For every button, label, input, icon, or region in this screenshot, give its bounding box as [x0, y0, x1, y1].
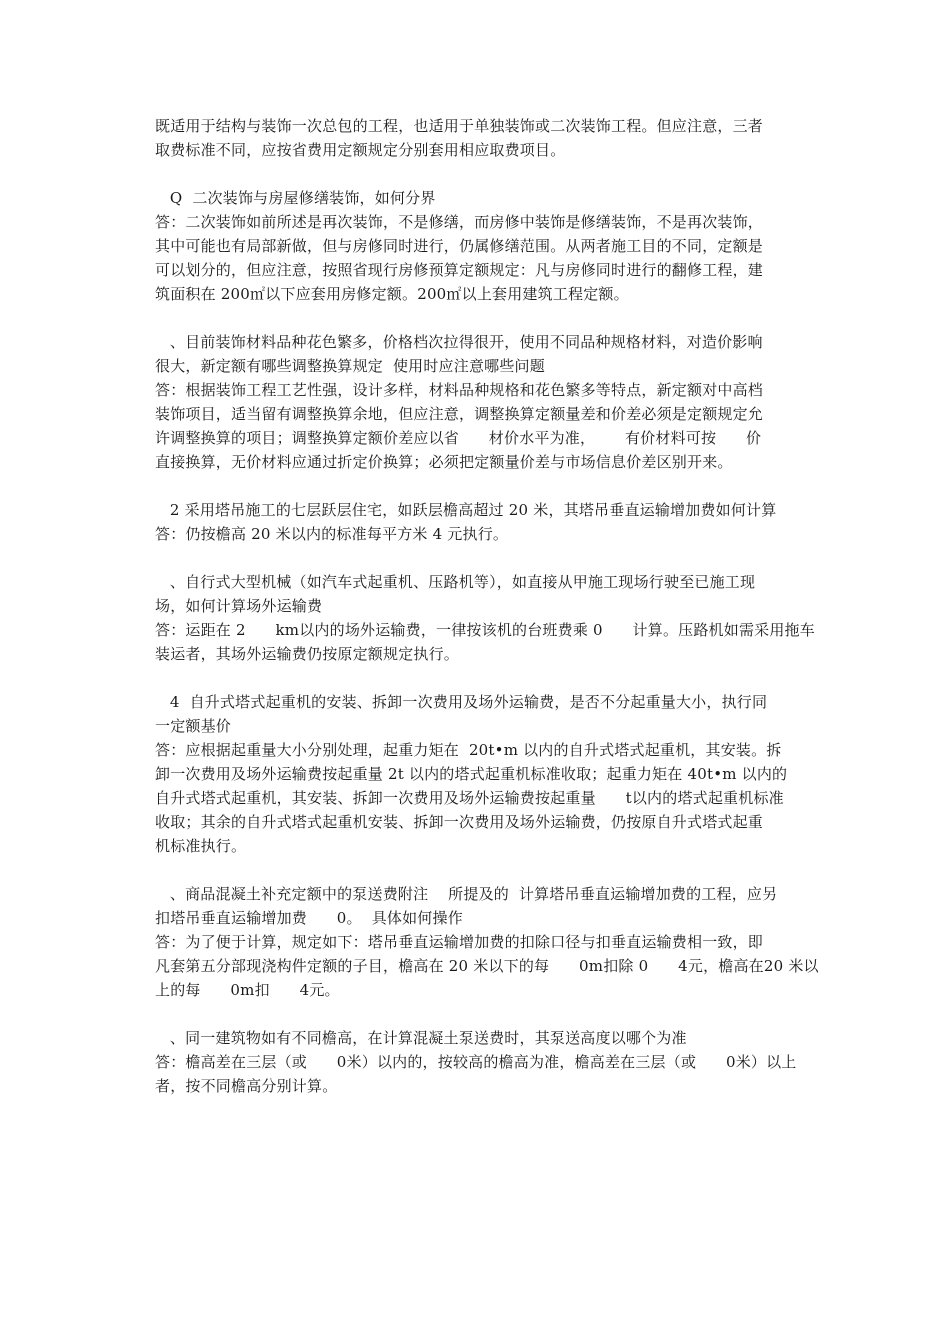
text-line: 4 自升式塔式起重机的安装、拆卸一次费用及场外运输费，是否不分起重量大小，执行同: [155, 693, 768, 711]
text-line: 上的每 0m扣 4元。: [155, 981, 340, 999]
text-line: 装运者，其场外运输费仍按原定额规定执行。: [155, 645, 460, 663]
text-line: 很大，新定额有哪些调整换算规定 使用时应注意哪些问题: [155, 357, 545, 375]
text-line: 、同一建筑物如有不同檐高，在计算混凝土泵送费时，其泵送高度以哪个为准: [155, 1029, 687, 1047]
paragraph-block: [155, 114, 795, 162]
text-line: 凡套第五分部现浇构件定额的子目，檐高在 20 米以下的每 0m扣除 0 4元，檐高在20 米以: [155, 957, 819, 975]
text-line: 扣塔吊垂直运输增加费 0。 具体如何操作: [155, 909, 463, 927]
paragraph-block: [155, 186, 795, 306]
text-line: Q 二次装饰与房屋修缮装饰，如何分界: [155, 189, 436, 207]
text-line: 答：二次装饰如前所述是再次装饰，不是修缮，而房修中装饰是修缮装饰，不是再次装饰，: [155, 213, 764, 231]
text-line: 者，按不同檐高分别计算。: [155, 1077, 338, 1095]
text-line: 直接换算，无价材料应通过折定价换算；必须把定额量价差与市场信息价差区别开来。: [155, 453, 733, 471]
text-line: 既适用于结构与装饰一次总包的工程，也适用于单独装饰或二次装饰工程。但应注意，三者: [155, 117, 764, 135]
text-line: 可以划分的，但应注意，按照省现行房修预算定额规定：凡与房修同时进行的翻修工程，建: [155, 261, 764, 279]
text-line: 答：根据装饰工程工艺性强，设计多样，材料品种规格和花色繁多等特点，新定额对中高档: [155, 381, 764, 399]
paragraph-block: [155, 570, 815, 666]
text-line: 一定额基价: [155, 717, 232, 735]
paragraph-block: [155, 330, 795, 474]
text-line: 筑面积在 200㎡以下应套用房修定额。200㎡以上套用建筑工程定额。: [155, 285, 629, 303]
text-line: 、目前装饰材料品种花色繁多，价格档次拉得很开，使用不同品种规格材料，对造价影响: [155, 333, 763, 351]
text-line: 取费标准不同，应按省费用定额规定分别套用相应取费项目。: [155, 141, 566, 159]
text-line: 答：运距在 2 km以内的场外运输费，一律按该机的台班费乘 0 计算。压路机如需采用拖车: [155, 621, 815, 639]
text-line: 、商品混凝土补充定额中的泵送费附注 所提及的 计算塔吊垂直运输增加费的工程，应另: [155, 885, 778, 903]
text-line: 装饰项目，适当留有调整换算余地，但应注意，调整换算定额量差和价差必须是定额规定允: [155, 405, 764, 423]
document-page: [155, 114, 819, 1122]
text-line: 2 采用塔吊施工的七层跃层住宅，如跃层檐高超过 20 米，其塔吊垂直运输增加费如何计算: [155, 501, 777, 519]
paragraph-block: [155, 498, 795, 546]
text-line: 答：为了便于计算，规定如下：塔吊垂直运输增加费的扣除口径与扣垂直运输费相一致，即: [155, 933, 764, 951]
text-line: 自升式塔式起重机，其安装、拆卸一次费用及场外运输费按起重量 t以内的塔式起重机标准: [155, 789, 784, 807]
text-line: 场，如何计算场外运输费: [155, 597, 323, 615]
text-line: 、自行式大型机械（如汽车式起重机、压路机等），如直接从甲施工现场行驶至已施工现: [155, 573, 756, 591]
paragraph-block: [155, 690, 795, 858]
text-line: 其中可能也有局部新做，但与房修同时进行，仍属修缮范围。从两者施工目的不同，定额是: [155, 237, 764, 255]
paragraph-block: [155, 882, 819, 1002]
text-line: 许调整换算的项目；调整换算定额价差应以省 材价水平为准， 有价材料可按 价: [155, 429, 762, 447]
text-line: 答：应根据起重量大小分别处理，起重力矩在 20t•m 以内的自升式塔式起重机，其安装。拆: [155, 741, 782, 759]
text-line: 收取；其余的自升式塔式起重机安装、拆卸一次费用及场外运输费，仍按原自升式塔式起重: [155, 813, 764, 831]
text-line: 答：仍按檐高 20 米以内的标准每平方米 4 元执行。: [155, 525, 509, 543]
text-line: 卸一次费用及场外运输费按起重量 2t 以内的塔式起重机标准收取；起重力矩在 40t•m 以内的: [155, 765, 788, 783]
text-line: 答：檐高差在三层（或 0米）以内的，按较高的檐高为准，檐高差在三层（或 0米）以上: [155, 1053, 797, 1071]
text-line: 机标准执行。: [155, 837, 247, 855]
paragraph-block: [155, 1026, 795, 1098]
